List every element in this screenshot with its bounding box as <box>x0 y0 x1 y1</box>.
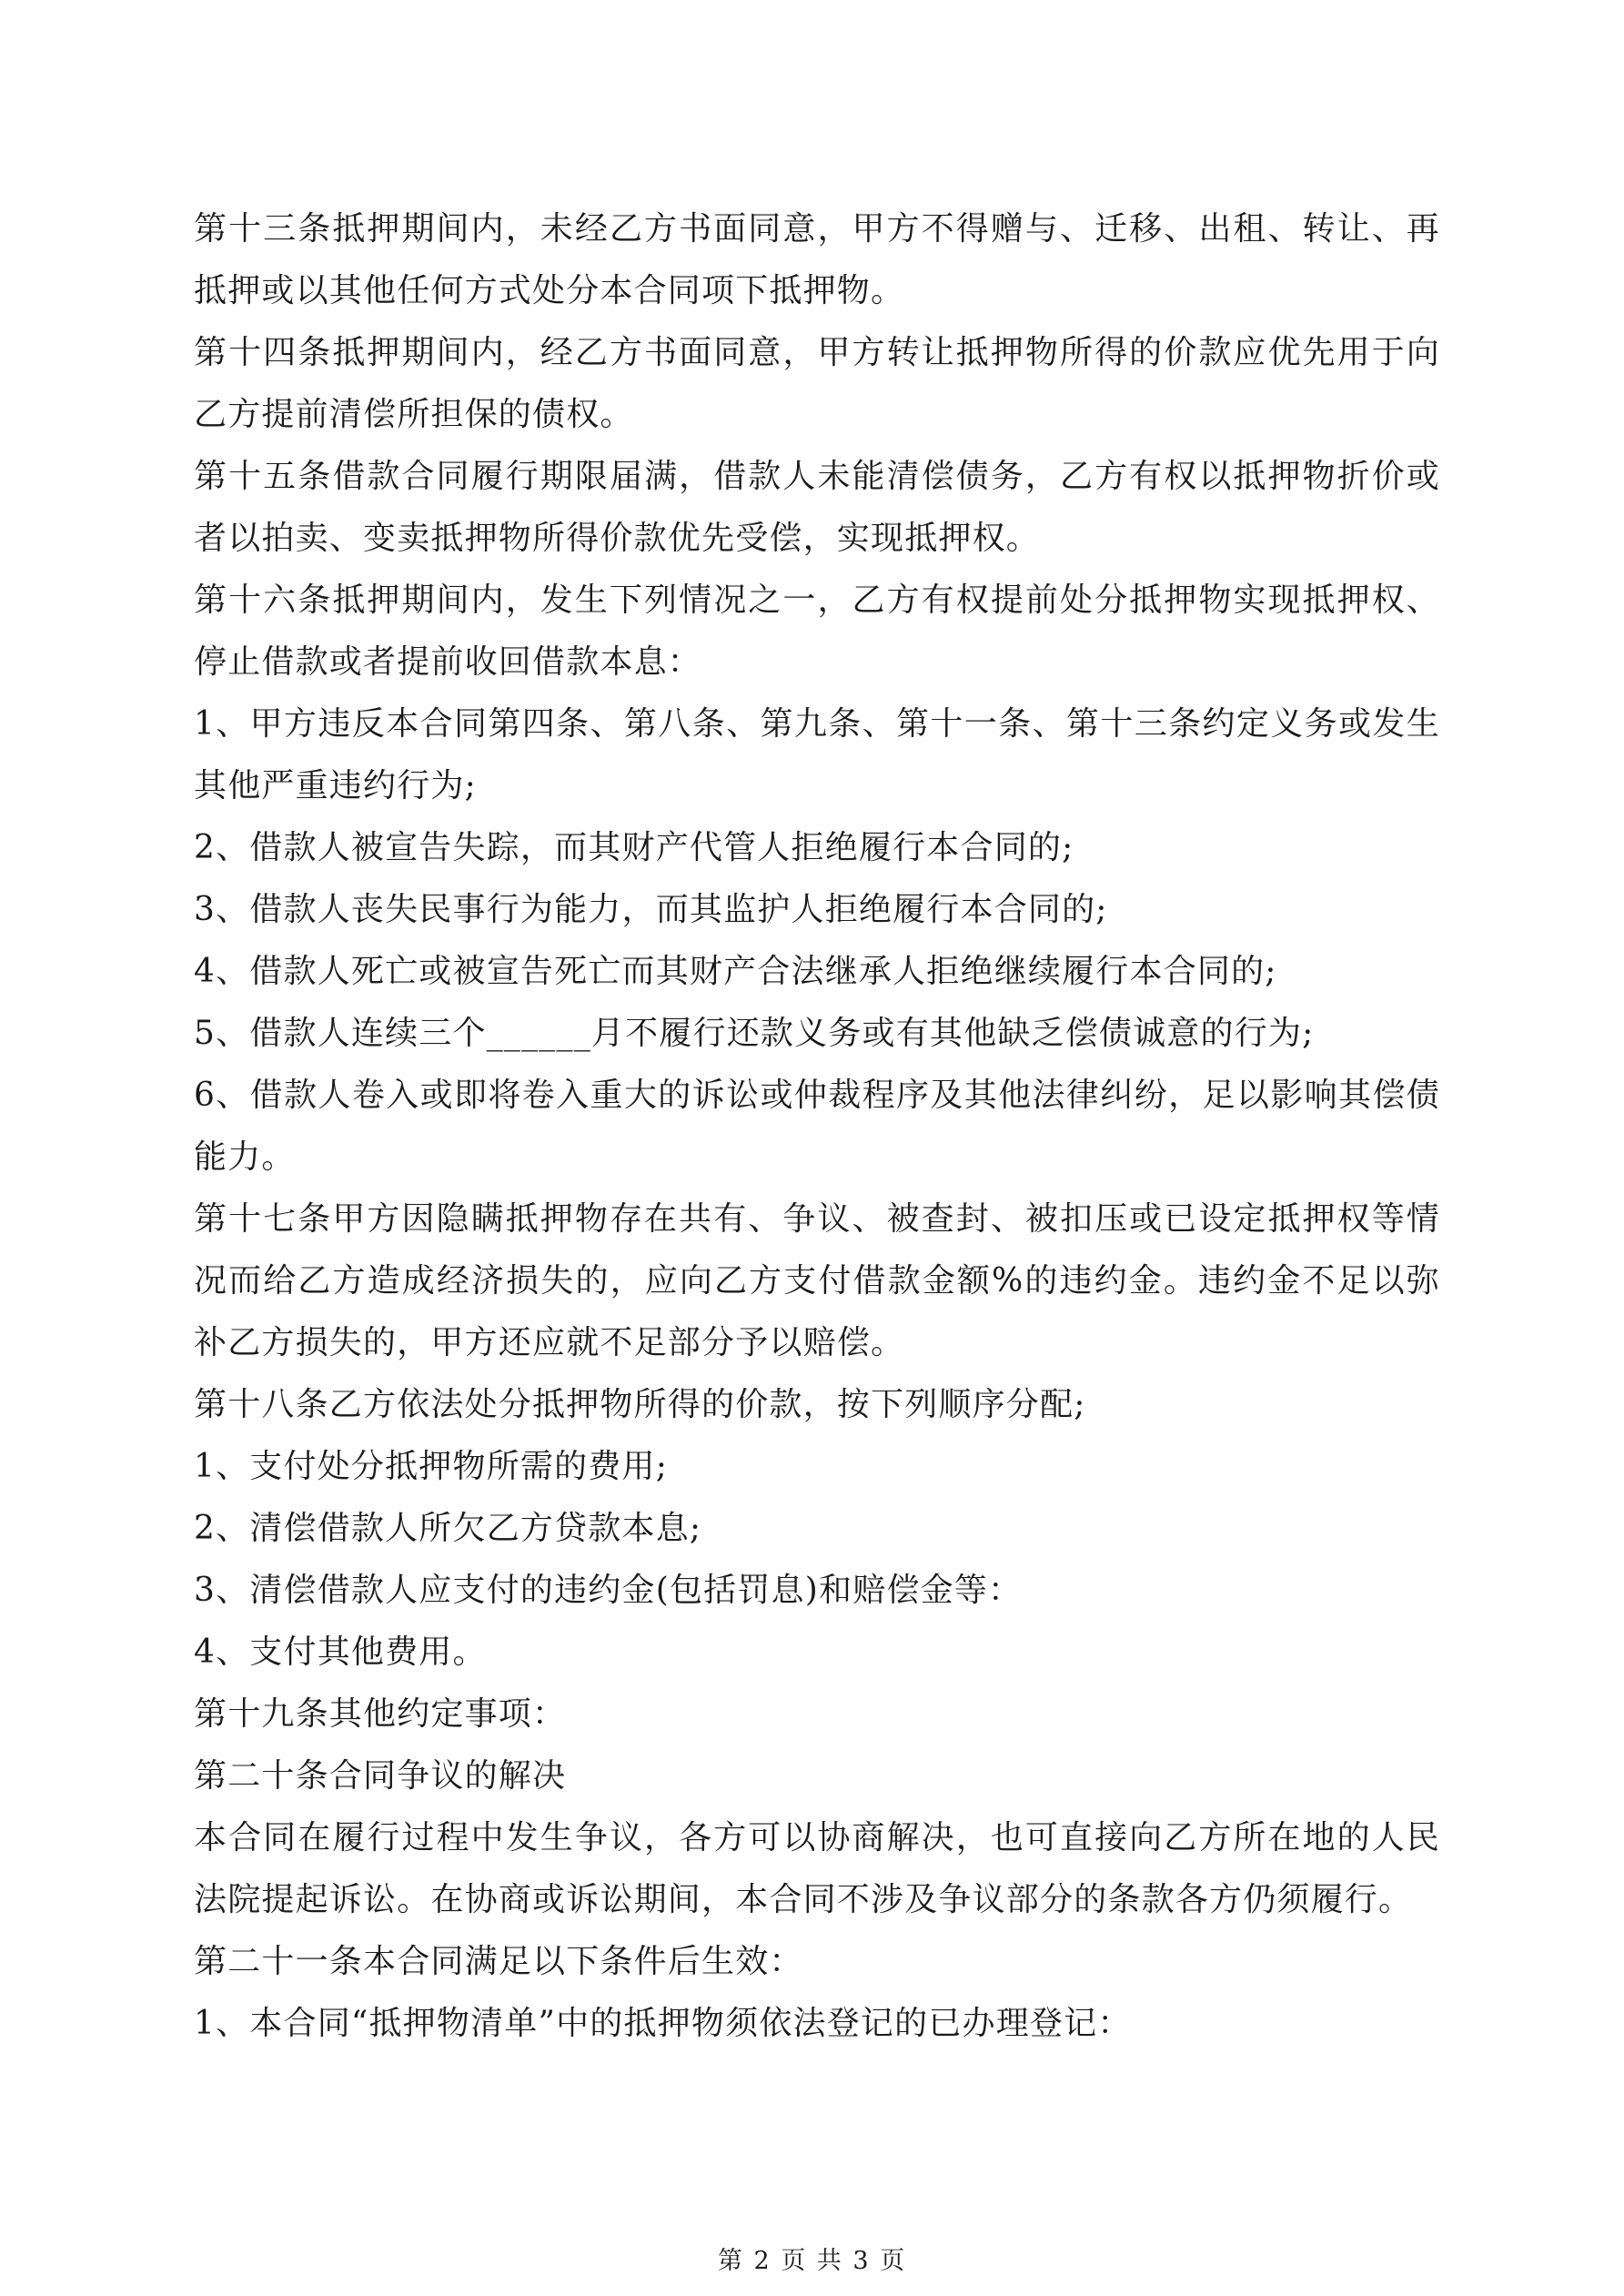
clause-16-item-6: 6、借款人卷入或即将卷入重大的诉讼或仲裁程序及其他法律纠纷，足以影响其偿债能力。 <box>194 1077 1440 1176</box>
clause-16-item-5: 5、借款人连续三个______月不履行还款义务或有其他缺乏偿债诚意的行为; <box>194 1015 1315 1052</box>
clause-18-item-1: 1、支付处分抵押物所需的费用; <box>194 1448 669 1485</box>
clause-21: 第二十一条本合同满足以下条件后生效： <box>194 1943 803 1980</box>
clause-14: 第十四条抵押期间内，经乙方书面同意，甲方转让抵押物所得的价款应优先用于向乙方提前清偿所担保的债权。 <box>194 334 1440 433</box>
clause-19: 第十九条其他约定事项： <box>194 1695 567 1733</box>
clause-20-body: 本合同在履行过程中发生争议，各方可以协商解决，也可直接向乙方所在地的人民法院提起诉讼。在协商或诉讼期间，本合同不涉及争议部分的条款各方仍须履行。 <box>194 1819 1440 1918</box>
clause-18-item-3: 3、清偿借款人应支付的违约金(包括罚息)和赔偿金等： <box>194 1572 1023 1609</box>
clause-15: 第十五条借款合同履行期限届满，借款人未能清偿债务，乙方有权以抵押物折价或者以拍卖、变卖抵押物所得价款优先受偿，实现抵押权。 <box>194 458 1440 557</box>
clause-13: 第十三条抵押期间内，未经乙方书面同意，甲方不得赠与、迁移、出租、转让、再抵押或以其他任何方式处分本合同项下抵押物。 <box>194 210 1440 309</box>
clause-16-item-3: 3、借款人丧失民事行为能力，而其监护人拒绝履行本合同的; <box>194 891 1108 928</box>
clause-16: 第十六条抵押期间内，发生下列情况之一，乙方有权提前处分抵押物实现抵押权、停止借款或者提前收回借款本息： <box>194 582 1440 681</box>
clause-18: 第十八条乙方依法处分抵押物所得的价款，按下列顺序分配; <box>194 1386 1086 1423</box>
page-number-footer: 第 2 页 共 3 页 <box>717 2247 907 2275</box>
clause-21-item-1: 1、本合同“抵押物清单”中的抵押物须依法登记的已办理登记： <box>194 2005 1132 2042</box>
clause-16-item-2: 2、借款人被宣告失踪，而其财产代管人拒绝履行本合同的; <box>194 829 1074 866</box>
clause-16-item-1: 1、甲方违反本合同第四条、第八条、第九条、第十一条、第十三条约定义务或发生其他严重违约行为; <box>194 705 1440 804</box>
clause-18-item-2: 2、清偿借款人所欠乙方贷款本息; <box>194 1510 702 1547</box>
clause-17: 第十七条甲方因隐瞒抵押物存在共有、争议、被查封、被扣压或已设定抵押权等情况而给乙方造成经济损失的，应向乙方支付借款金额%的违约金。违约金不足以弥补乙方损失的，甲方还应就不足部分予以赔偿。 <box>194 1200 1440 1361</box>
clause-16-item-4: 4、借款人死亡或被宣告死亡而其财产合法继承人拒绝继续履行本合同的; <box>194 953 1277 990</box>
document-body <box>194 198 1440 2055</box>
clause-18-item-4: 4、支付其他费用。 <box>194 1633 487 1671</box>
clause-20-heading: 第二十条合同争议的解决 <box>194 1757 567 1795</box>
